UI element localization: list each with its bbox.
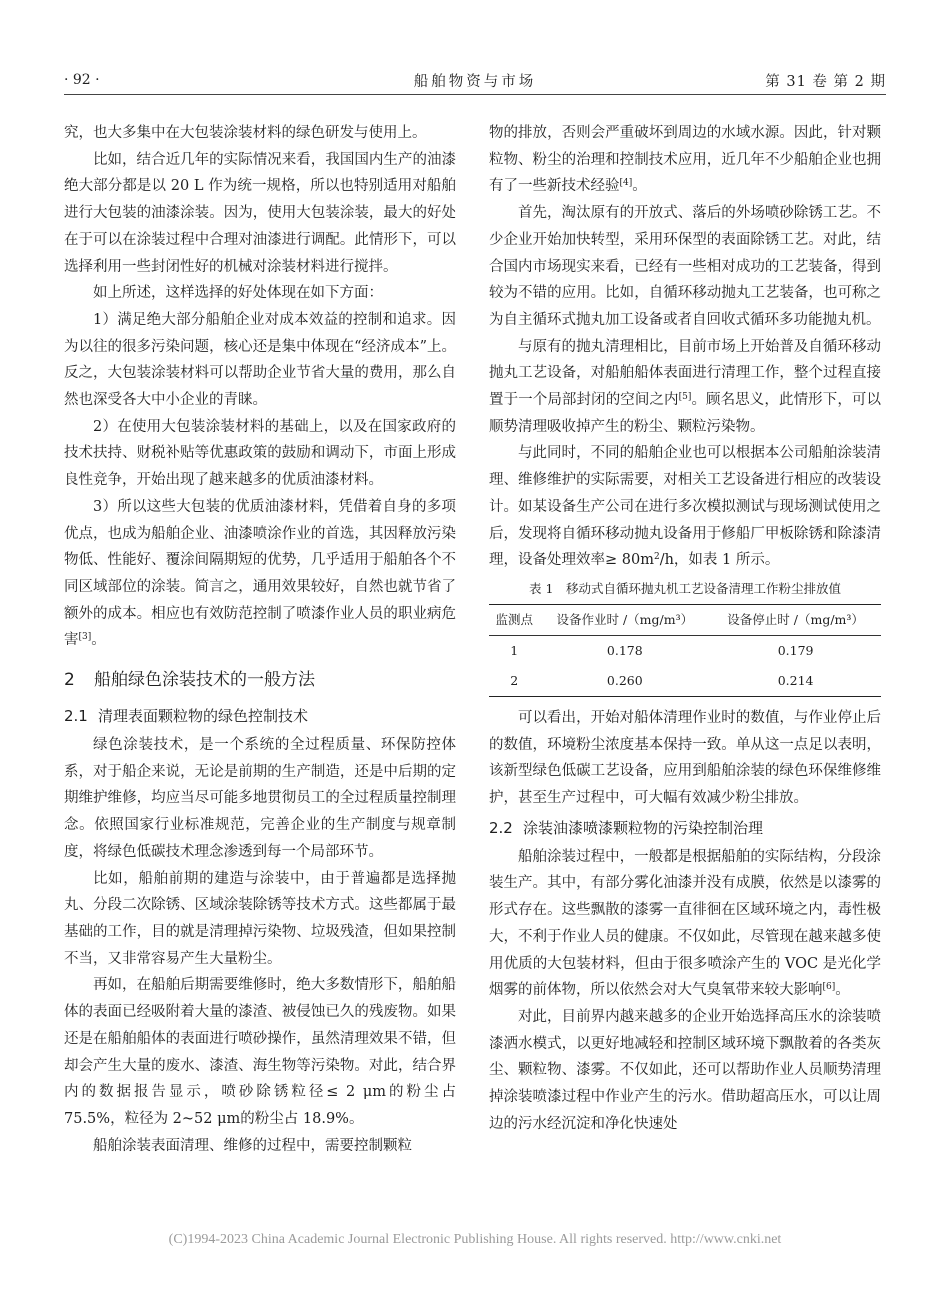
paragraph: 绿色涂装技术，是一个系统的全过程质量、环保防控体系，对于船企来说，无论是前期的生产制造，还是中后期的定期维护维修，均应当尽可能多地贯彻员工的全过程质量控制理念。依照国家行业标准规范，完善企业的生产制度与规章制度，将绿色低碳技术理念渗透到每一个局部环节。 [64,737,456,860]
page-number: · 92 · [64,72,100,88]
copyright-footer: (C)1994-2023 China Academic Journal Electronic Publishing House. All rights reserved. http://www.cnki.net [168,1232,782,1247]
paragraph: 与原有的抛丸清理相比，目前市场上开始普及自循环移动抛丸工艺设备，对船舶船体表面进行清理工作，整个过程直接置于一个局部封闭的空间之内[5]。顾名思义，此情形下，可以顺势清理吸收掉产生的粉尘、颗粒污染物。 [489,338,881,435]
paragraph: 船舶涂装过程中，一般都是根据船舶的实际结构，分段涂装生产。其中，有部分雾化油漆并没有成膜，依然是以漆雾的形式存在。这些飘散的漆雾一直徘徊在区域环境之内，毒性极大，不利于作业人员的健康。不仅如此，尽管现在越来越多使用优质的大包装材料，但由于很多喷涂产生的 VOC 是光化学烟雾的前体物，所以依然会对大气臭氧带来较大影响[6]。 [489,848,881,999]
table-row [489,666,881,697]
subsection-heading [489,814,881,842]
column-header: 监测点 [489,604,539,635]
paragraph: 如上所述，这样选择的好处体现在如下方面： [93,285,383,302]
volume-issue: 第 31 卷 第 2 期 [765,74,886,90]
paragraph: 再如，在船舶后期需要维修时，绝大多数情形下，船舶船体的表面已经吸附着大量的漆渣、被侵蚀已久的残废物。如果还是在船舶船体的表面进行喷砂操作，虽然清理效果不错，但却会产生大量的废水、漆渣、海生物等污染物。对此，结合界内的数据报告显示，喷砂除锈粒径≤ 2 μm的粉尘占 75.5%，粒径为 2~52 μm的粉尘占 18.9%。 [64,977,456,1127]
citation-ref: [6] [822,982,836,993]
left-column [64,120,456,1159]
citation-ref: [3] [78,632,92,643]
subsection-title: 清理表面颗粒物的绿色控制技术 [98,707,309,726]
superscript: 2 [653,552,660,563]
table-cell: 0.260 [606,672,643,688]
paragraph: 3）所以这些大包装的优质油漆材料，凭借着自身的多项优点，也成为船舶企业、油漆喷涂作业的首选，其因释放污染物低、性能好、覆涂间隔期短的优势，几乎适用于船舶各个不同区域部位的涂装。简言之，通用效果较好，自然也就节省了额外的成本。相应也有效防范控制了喷漆作业人员的职业病危害[3]。 [64,498,456,649]
paragraph: 可以看出，开始对船体清理作业时的数值，与作业停止后的数值，环境粉尘浓度基本保持一致。单从这一点足以表明，该新型绿色低碳工艺设备，应用到船舶涂装的绿色环保维修维护，甚至生产过程中，可大幅有效减少粉尘排放。 [489,709,881,807]
table-cell: 2 [510,672,519,688]
citation-ref: [4] [619,178,633,189]
running-header [64,64,886,95]
paragraph: 比如，船舶前期的建造与涂装中，由于普遍都是选择抛丸、分段二次除锈、区域涂装除锈等技术方式。这些都属于最基础的工作，目的就是清理掉污染物、垃圾残渣，但如果控制不当，又非常容易产生大量粉尘。 [64,870,456,967]
citation-ref: [5] [678,392,692,403]
paragraph: 1）满足绝大部分船舶企业对成本效益的控制和追求。因为以往的很多污染问题，核心还是集中体现在“经济成本”上。反之，大包装涂装材料可以帮助企业节省大量的费用，那么自然也深受各大中小企业的青睐。 [64,311,456,409]
paragraph: 船舶涂装表面清理、维修的过程中，需要控制颗粒 [93,1137,412,1154]
paragraph: 2）在使用大包装涂装材料的基础上，以及在国家政府的技术扶持、财税补贴等优惠政策的鼓励和调动下，市面上形成良性竞争，开始出现了越来越多的优质油漆材料。 [64,418,456,489]
paragraph: 首先，淘汰原有的开放式、落后的外场喷砂除锈工艺。不少企业开始加快转型，采用环保型的表面除锈工艺。对此，结合国内市场现实来看，已经有一些相对成功的工艺装备，得到较为不错的应用。比如，自循环移动抛丸工艺装备，也可称之为自主循环式抛丸加工设备或者自回收式循环多功能抛丸机。 [489,205,881,328]
section-number: 2 [64,670,75,691]
column-header: 设备停止时 /（mg/m³） [710,604,881,635]
paragraph: 究，也大多集中在大包装涂装材料的绿色研发与使用上。 [64,125,427,141]
table-cell: 0.178 [606,642,643,658]
column-header: 设备作业时 /（mg/m³） [539,604,710,635]
table-cell: 0.214 [777,672,814,688]
table-header-row [489,604,881,635]
dust-emission-table [489,604,881,697]
right-column [489,120,881,1138]
paragraph: 物的排放，否则会严重破坏到周边的水域水源。因此，针对颗粒物、粉尘的治理和控制技术应用，近几年不少船舶企业也拥有了一些新技术经验[4]。 [489,125,881,195]
journal-title: 船舶物资与市场 [413,74,537,90]
paragraph: 与此同时，不同的船舶企业也可以根据本公司船舶涂装清理、维修维护的实际需要，对相关工艺设备进行相应的改装设计。如某设备生产公司在进行多次模拟测试与现场测试使用之后，发现将自循环移动抛丸设备用于修船厂甲板除锈和除漆清理，设备处理效率≥ $80m^2/h$，如表 1 所示。 [489,445,881,569]
section-heading [64,666,456,694]
table-row [489,635,881,666]
paragraph: 对此，目前界内越来越多的企业开始选择高压水的涂装喷漆洒水模式，以更好地减轻和控制区域环境下飘散着的各类灰尘、颗粒物、漆雾。不仅如此，还可以帮助作业人员顺势清理掉涂装喷漆过程中作业产生的污水。借助超高压水，可以让周边的污水经沉淀和净化快速处 [489,1008,881,1132]
subsection-number: 2.1 [64,707,88,726]
table-caption: 表 1 移动式自循环抛丸机工艺设备清理工作粉尘排放值 [529,580,841,596]
section-title: 船舶绿色涂装技术的一般方法 [94,670,315,691]
table-cell: 1 [510,642,519,658]
subsection-heading [64,702,456,730]
subsection-title: 涂装油漆喷漆颗粒物的污染控制治理 [523,818,764,837]
table-cell: 0.179 [777,642,814,658]
paragraph: 比如，结合近几年的实际情况来看，我国国内生产的油漆绝大部分都是以 20 L 作为统一规格，所以也特别适用对船舶进行大包装的油漆涂装。因为，使用大包装涂装，最大的好处在于可以在涂装过程中合理对油漆进行调配。此情形下，可以选择利用一些封闭性好的机械对涂装材料进行搅拌。 [64,151,456,275]
subsection-number: 2.2 [489,818,513,837]
